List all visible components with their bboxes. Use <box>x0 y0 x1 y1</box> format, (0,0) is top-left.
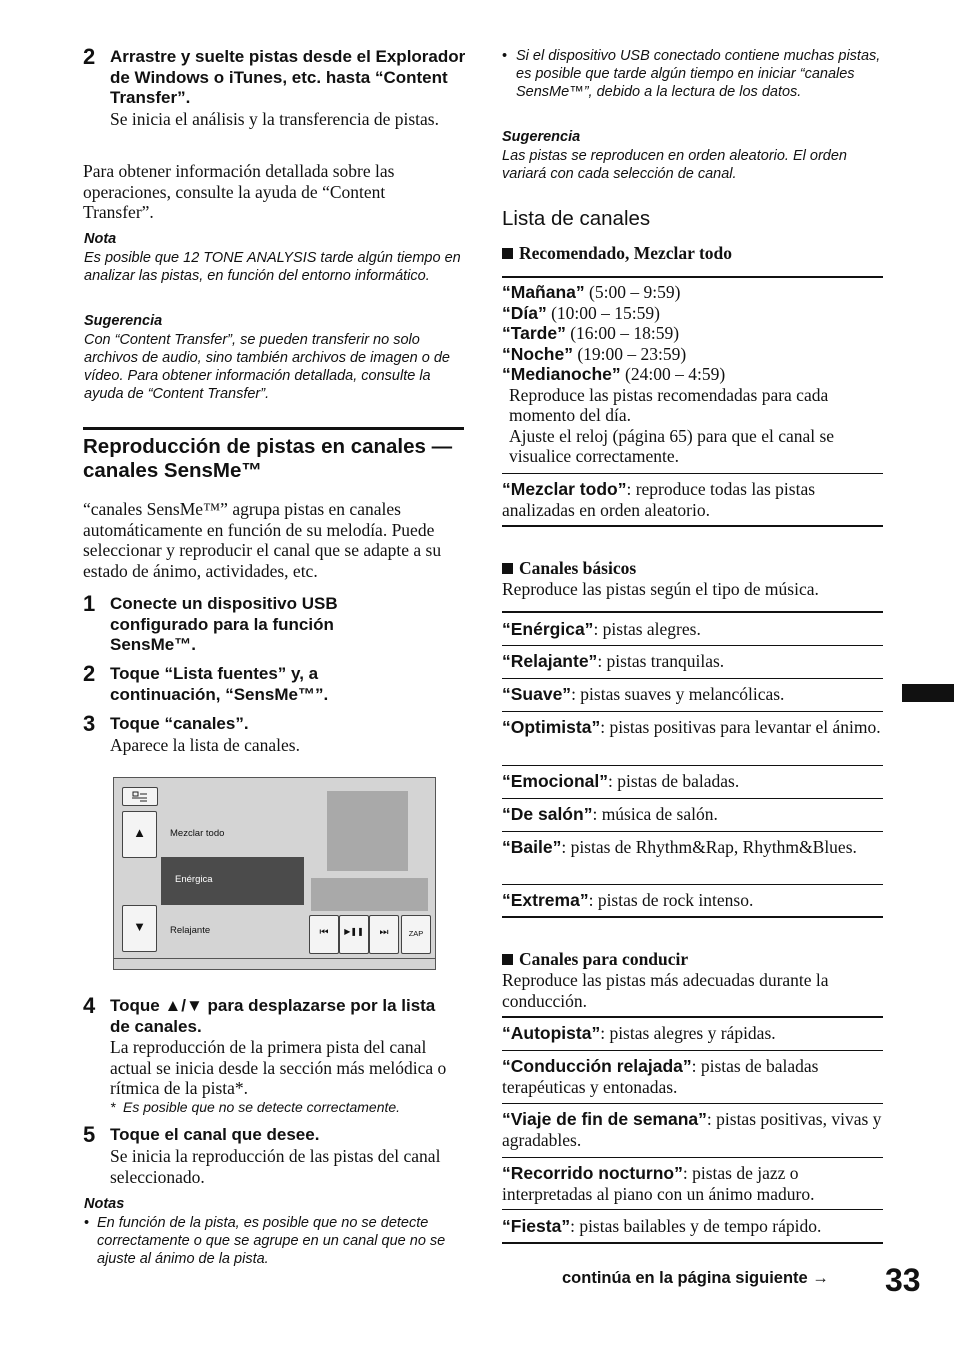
section-title: Reproducción de pistas en canales — canales SensMe™ <box>83 435 453 482</box>
channel-list-screen <box>113 777 436 970</box>
play-pause-button[interactable] <box>339 915 369 954</box>
table-row: “Recorrido nocturno”: pistas de jazz o interpretadas al piano con un ánimo maduro. <box>502 1163 815 1204</box>
subsection-desc: Reproduce las pistas según el tipo de música. <box>502 579 819 599</box>
tip-text: Con “Content Transfer”, se pueden transferir no solo archivos de audio, sino también archivos de imagen o de vídeo. Para obtener información detallada, consulte la ayuda de “Content Transfer”. <box>84 332 450 402</box>
step-heading: Toque el canal que desee. <box>110 1125 320 1144</box>
subsection-heading: Canales básicos <box>502 558 636 579</box>
table-row: “De salón”: música de salón. <box>502 804 718 824</box>
previous-icon: ⏮ <box>319 927 329 938</box>
table-rule <box>502 1242 883 1244</box>
table-rule <box>502 711 883 712</box>
table-rule <box>502 916 883 918</box>
table-rule <box>502 525 883 527</box>
tip-heading: Sugerencia <box>502 129 581 145</box>
table-rule <box>502 884 883 885</box>
footnote-marker: * <box>110 1099 116 1115</box>
channel-item-selected[interactable] <box>161 857 304 905</box>
step-body: Aparece la lista de canales. <box>110 735 300 755</box>
step-heading: Toque ▲/▼ para desplazarse por la lista de canales. <box>110 996 436 1036</box>
channel-item[interactable]: Relajante <box>170 925 211 936</box>
play-pause-icon: ▶❚❚ <box>344 927 364 936</box>
table-rule <box>502 1103 883 1104</box>
next-button[interactable] <box>369 915 399 954</box>
channel-item-label: Enérgica <box>175 874 213 885</box>
table-row: “Mezclar todo”: reproduce todas las pistas analizadas en orden aleatorio. <box>502 479 816 520</box>
subsection-heading: Canales para conducir <box>502 949 688 970</box>
zap-label: ZAP <box>408 929 424 938</box>
table-rule <box>502 678 883 679</box>
step-number: 2 <box>83 44 96 69</box>
options-button[interactable] <box>122 787 158 806</box>
step-number: 5 <box>83 1122 96 1147</box>
table-row: “Relajante”: pistas tranquilas. <box>502 651 725 671</box>
table-rule <box>502 276 883 278</box>
table-row: “Suave”: pistas suaves y melancólicas. <box>502 684 785 704</box>
notes-text: En función de la pista, es posible que no se detecte correctamente o que se agrupe en un canal que no se ajuste al ánimo de la pista. <box>97 1215 446 1267</box>
section-tab-marker <box>902 684 954 702</box>
step-number: 3 <box>83 711 96 736</box>
square-bullet-icon <box>502 563 513 574</box>
table-rule <box>502 473 883 474</box>
channel-item[interactable]: Mezclar todo <box>170 828 225 839</box>
step-number: 4 <box>83 993 96 1018</box>
table-rule <box>502 1050 883 1051</box>
table-row: “Optimista”: pistas positivas para levantar el ánimo. <box>502 717 881 737</box>
step-number: 1 <box>83 591 96 616</box>
square-bullet-icon <box>502 954 513 965</box>
scroll-up-button[interactable] <box>122 811 157 858</box>
bullet: • <box>502 48 508 64</box>
down-arrow-icon: ▼ <box>133 919 146 934</box>
step-body: Se inicia la reproducción de las pistas del canal seleccionado. <box>110 1146 441 1187</box>
step-number: 2 <box>83 661 96 686</box>
page-number: 33 <box>885 1262 921 1298</box>
table-row: “Viaje de fin de semana”: pistas positivas, vivas y agradables. <box>502 1109 882 1150</box>
table-row: “Conducción relajada”: pistas de baladas terapéuticas y entonadas. <box>502 1056 819 1097</box>
table-row: “Fiesta”: pistas bailables y de tempo rápido. <box>502 1216 822 1236</box>
table-row: “Baile”: pistas de Rhythm&Rap, Rhythm&Blues. <box>502 837 857 857</box>
table-row: “Extrema”: pistas de rock intenso. <box>502 890 754 910</box>
table-rule <box>502 831 883 832</box>
step-heading: Arrastre y suelte pistas desde el Explorador de Windows o iTunes, etc. hasta “Content Transfer”. <box>110 47 466 107</box>
step-heading: Conecte un dispositivo USB configurado para la función SensMe™. <box>110 594 338 654</box>
table-rule <box>502 1016 883 1018</box>
track-info-area <box>311 878 428 911</box>
footnote: Es posible que no se detecte correctamente. <box>123 1099 401 1115</box>
bullet-text: Si el dispositivo USB conectado contiene muchas pistas, es posible que tarde algún tiempo en iniciar “canales SensMe™”, debido a la lectura de los datos. <box>516 48 881 100</box>
continue-note: continúa en la página siguiente → <box>562 1269 829 1287</box>
step-heading: Toque “Lista fuentes” y, a continuación, “SensMe™”. <box>110 664 329 704</box>
up-arrow-icon: ▲ <box>133 825 146 840</box>
intro-paragraph: “canales SensMe™” agrupa pistas en canales automáticamente en función de su melodía. Puede seleccionar y reproducir el canal que se adapte a su estado de ánimo, actividades, etc. <box>83 499 442 581</box>
table-rule <box>502 611 883 613</box>
tip-heading: Sugerencia <box>84 313 163 329</box>
table-rule <box>502 1157 883 1158</box>
subsection-desc: Reproduce las pistas más adecuadas durante la conducción. <box>502 970 829 1011</box>
table-row: “Enérgica”: pistas alegres. <box>502 619 701 639</box>
table-row: “Autopista”: pistas alegres y rápidas. <box>502 1023 776 1043</box>
zap-button[interactable] <box>401 915 431 954</box>
bullet: • <box>84 1215 90 1231</box>
step-heading: Toque “canales”. <box>110 714 249 733</box>
list-title: Lista de canales <box>502 207 651 230</box>
tip-text: Las pistas se reproducen en orden aleatorio. El orden variará con cada selección de canal. <box>502 148 847 182</box>
table-row: “Emocional”: pistas de baladas. <box>502 771 740 791</box>
table-rule <box>502 1209 883 1210</box>
paragraph: Para obtener información detallada sobre las operaciones, consulte la ayuda de “Content Transfer”. <box>83 161 395 222</box>
step-body: La reproducción de la primera pista del canal actual se inicia desde la sección más melódica o rítmica de la pista*. <box>110 1037 447 1098</box>
table-row: “Mañana” (5:00 – 9:59) “Día” (10:00 – 15:59) “Tarde” (16:00 – 18:59) “Noche” (19:00 – 23:59) “Medianoche” (24:00 – 4:59) Reproduce las pistas recomendadas para cada momento del día. Ajuste el reloj (página 65) para que el canal se visualice correctamente. <box>502 282 835 466</box>
note-heading: Nota <box>84 231 117 247</box>
subsection-heading: Recomendado, Mezclar todo <box>502 243 732 264</box>
notes-heading: Notas <box>84 1196 125 1212</box>
previous-button[interactable] <box>309 915 339 954</box>
album-art <box>327 791 408 871</box>
options-icon <box>123 788 157 805</box>
table-rule <box>502 645 883 646</box>
table-rule <box>502 765 883 766</box>
status-bar-divider <box>114 958 435 959</box>
next-icon: ⏭ <box>379 927 389 938</box>
note-text: Es posible que 12 TONE ANALYSIS tarde algún tiempo en analizar las pistas, en función del entorno informático. <box>84 250 461 284</box>
section-rule <box>83 427 464 430</box>
table-rule <box>502 798 883 799</box>
scroll-down-button[interactable] <box>122 905 157 952</box>
step-body: Se inicia el análisis y la transferencia de pistas. <box>110 109 439 129</box>
square-bullet-icon <box>502 248 513 259</box>
